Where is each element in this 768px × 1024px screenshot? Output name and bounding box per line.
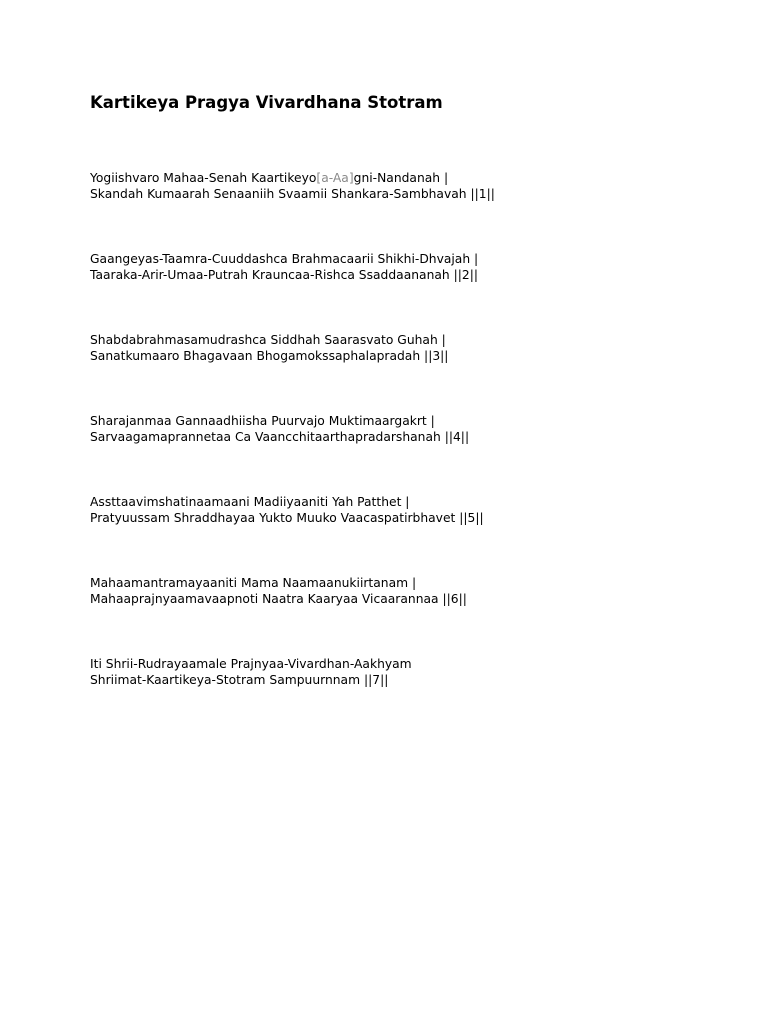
verse-4-line-2: Sarvaagamaprannetaa Ca Vaancchitaarthapradarshanah ||4|| <box>90 430 470 444</box>
verse-4 <box>90 413 469 445</box>
verse-1 <box>90 170 495 202</box>
verse-3 <box>90 332 448 364</box>
document-title: Kartikeya Pragya Vivardhana Stotram <box>90 93 443 112</box>
verse-2-line-1: Gaangeyas-Taamra-Cuuddashca Brahmacaarii Shikhi-Dhvajah | <box>90 252 479 266</box>
verse-6 <box>90 575 467 607</box>
verse-7-line-2: Shriimat-Kaartikeya-Stotram Sampuurnnam ||7|| <box>90 673 389 687</box>
verse-6-line-2: Mahaaprajnyaamavaapnoti Naatra Kaaryaa Vicaarannaa ||6|| <box>90 592 467 606</box>
verse-1-line-1-text-start: Yogiishvaro Mahaa-Senah Kaartikeyo <box>90 171 317 185</box>
verse-4-line-1: Sharajanmaa Gannaadhiisha Puurvajo Muktimaargakrt | <box>90 414 435 428</box>
verse-7 <box>90 656 412 688</box>
verse-1-line-1 <box>90 170 495 186</box>
verse-3-line-2: Sanatkumaaro Bhagavaan Bhogamokssaphalapradah ||3|| <box>90 349 449 363</box>
verse-6-line-1: Mahaamantramayaaniti Mama Naamaanukiirtanam | <box>90 576 417 590</box>
verse-2-line-2: Taaraka-Arir-Umaa-Putrah Krauncaa-Rishca Ssaddaananah ||2|| <box>90 268 478 282</box>
verse-1-line-2: Skandah Kumaarah Senaaniih Svaamii Shankara-Sambhavah ||1|| <box>90 187 495 201</box>
verse-5 <box>90 494 484 526</box>
verse-2 <box>90 251 478 283</box>
verse-1-line-1-text-end: gni-Nandanah | <box>353 171 449 185</box>
verse-5-line-1: Assttaavimshatinaamaani Madiiyaaniti Yah Patthet | <box>90 495 410 509</box>
verse-3-line-1: Shabdabrahmasamudrashca Siddhah Saarasvato Guhah | <box>90 333 446 347</box>
verse-7-line-1: Iti Shrii-Rudrayaamale Prajnyaa-Vivardhan-Aakhyam <box>90 657 412 671</box>
verse-1-line-1-alternate-reading: [a-Aa] <box>316 171 354 185</box>
verse-5-line-2: Pratyuussam Shraddhayaa Yukto Muuko Vaacaspatirbhavet ||5|| <box>90 511 484 525</box>
